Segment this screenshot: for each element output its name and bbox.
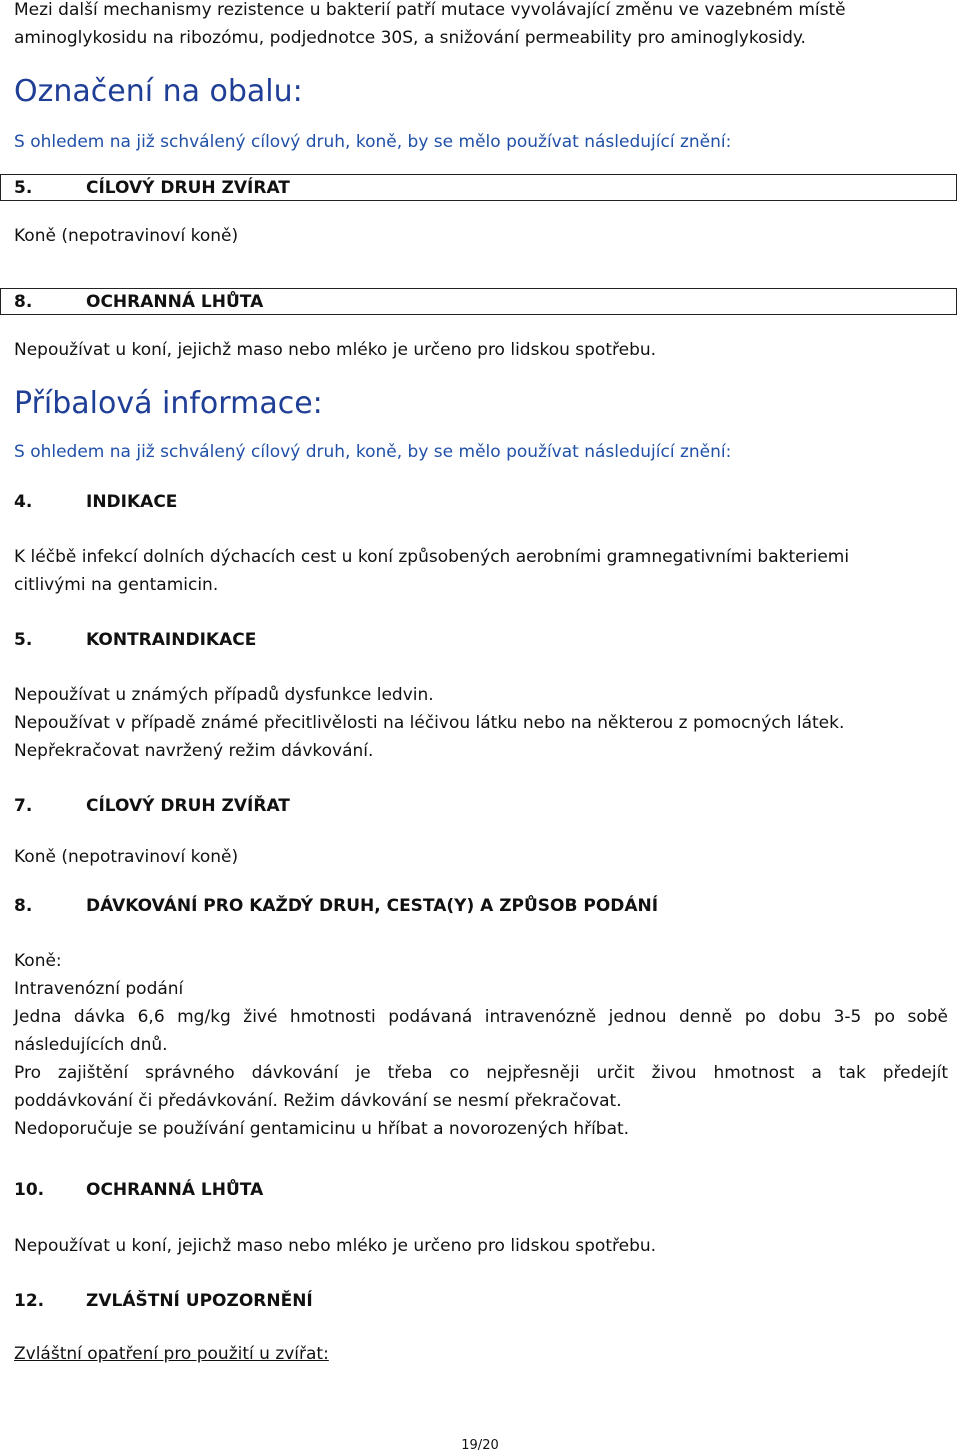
- intro-line-1: Mezi další mechanismy rezistence u bakterií patří mutace vyvolávající změnu ve vazebném místě: [14, 0, 846, 20]
- item4-line-1: K léčbě infekcí dolních dýchacích cest u koní způsobených aerobními gramnegativními bakteriemi: [14, 547, 850, 567]
- section-number: 4.: [14, 492, 33, 512]
- section-title: CÍLOVÝ DRUH ZVÍRAT: [86, 178, 290, 198]
- page-number: 19/20: [461, 1438, 499, 1453]
- item8-dose-line-1: Jedna dávka 6,6 mg/kg živé hmotnosti podávaná intravenózně jednou denně po dobu 3-5 po sobě: [14, 1007, 948, 1027]
- leaflet-item8-heading: [14, 893, 658, 919]
- section-title: KONTRAINDIKACE: [86, 630, 257, 650]
- leaflet-item12-heading: [14, 1288, 313, 1314]
- item8-foals: Nedoporučuje se používání gentamicinu u hříbat a novorozených hříbat.: [14, 1119, 630, 1139]
- section-title: DÁVKOVÁNÍ PRO KAŽDÝ DRUH, CESTA(Y) A ZPŮSOB PODÁNÍ: [86, 896, 659, 916]
- section-number: 5.: [14, 630, 33, 650]
- label-heading: Označení na obalu:: [14, 74, 303, 109]
- intro-line-2: aminoglykosidu na ribozómu, podjednotce 30S, a snižování permeability pro aminoglykosidy.: [14, 28, 806, 48]
- leaflet-item5-heading: [14, 627, 256, 653]
- item5-line-2: Nepoužívat v případě známé přecitlivělosti na léčivou látku nebo na některou z pomocných látek.: [14, 713, 845, 733]
- leaflet-item10-heading: [14, 1177, 263, 1203]
- item8-weight-line-2: poddávkování či předávkování. Režim dávkování se nesmí překračovat.: [14, 1091, 622, 1111]
- item8-species: Koně:: [14, 951, 62, 971]
- item5-line-3: Nepřekračovat navržený režim dávkování.: [14, 741, 374, 761]
- section-number: 8.: [14, 292, 33, 312]
- leaflet-note: S ohledem na již schválený cílový druh, koně, by se mělo používat následující znění:: [14, 442, 732, 462]
- section-title: INDIKACE: [86, 492, 178, 512]
- label-item8-text: Nepoužívat u koní, jejichž maso nebo mléko je určeno pro lidskou spotřebu.: [14, 340, 657, 360]
- item8-dose-line-2: následujících dnů.: [14, 1035, 168, 1055]
- section-number: 5.: [14, 178, 33, 198]
- section-number: 8.: [14, 896, 33, 916]
- item8-route: Intravenózní podání: [14, 979, 184, 999]
- item10-text: Nepoužívat u koní, jejichž maso nebo mléko je určeno pro lidskou spotřebu.: [14, 1236, 657, 1256]
- section-number: 12.: [14, 1291, 45, 1311]
- label-item5-text: Koně (nepotravinoví koně): [14, 226, 239, 246]
- item5-line-1: Nepoužívat u známých případů dysfunkce ledvin.: [14, 685, 434, 705]
- section-title: ZVLÁŠTNÍ UPOZORNĚNÍ: [86, 1291, 313, 1311]
- leaflet-item4-heading: [14, 489, 177, 515]
- leaflet-item7-heading: [14, 793, 290, 819]
- section-title: OCHRANNÁ LHŮTA: [86, 1180, 264, 1200]
- label-item5-heading: [14, 175, 290, 201]
- section-title: OCHRANNÁ LHŮTA: [86, 292, 264, 312]
- item8-weight-line-1: Pro zajištění správného dávkování je třeba co nejpřesněji určit živou hmotnost a tak předejít: [14, 1063, 948, 1083]
- item7-text: Koně (nepotravinoví koně): [14, 847, 239, 867]
- leaflet-heading: Příbalová informace:: [14, 386, 323, 421]
- item4-line-2: citlivými na gentamicin.: [14, 575, 219, 595]
- item12-subheading: Zvláštní opatření pro použití u zvířat:: [14, 1344, 329, 1364]
- label-item8-heading: [14, 289, 263, 315]
- label-note: S ohledem na již schválený cílový druh, koně, by se mělo používat následující znění:: [14, 132, 732, 152]
- section-number: 10.: [14, 1180, 45, 1200]
- section-title: CÍLOVÝ DRUH ZVÍŘAT: [86, 796, 290, 816]
- section-number: 7.: [14, 796, 33, 816]
